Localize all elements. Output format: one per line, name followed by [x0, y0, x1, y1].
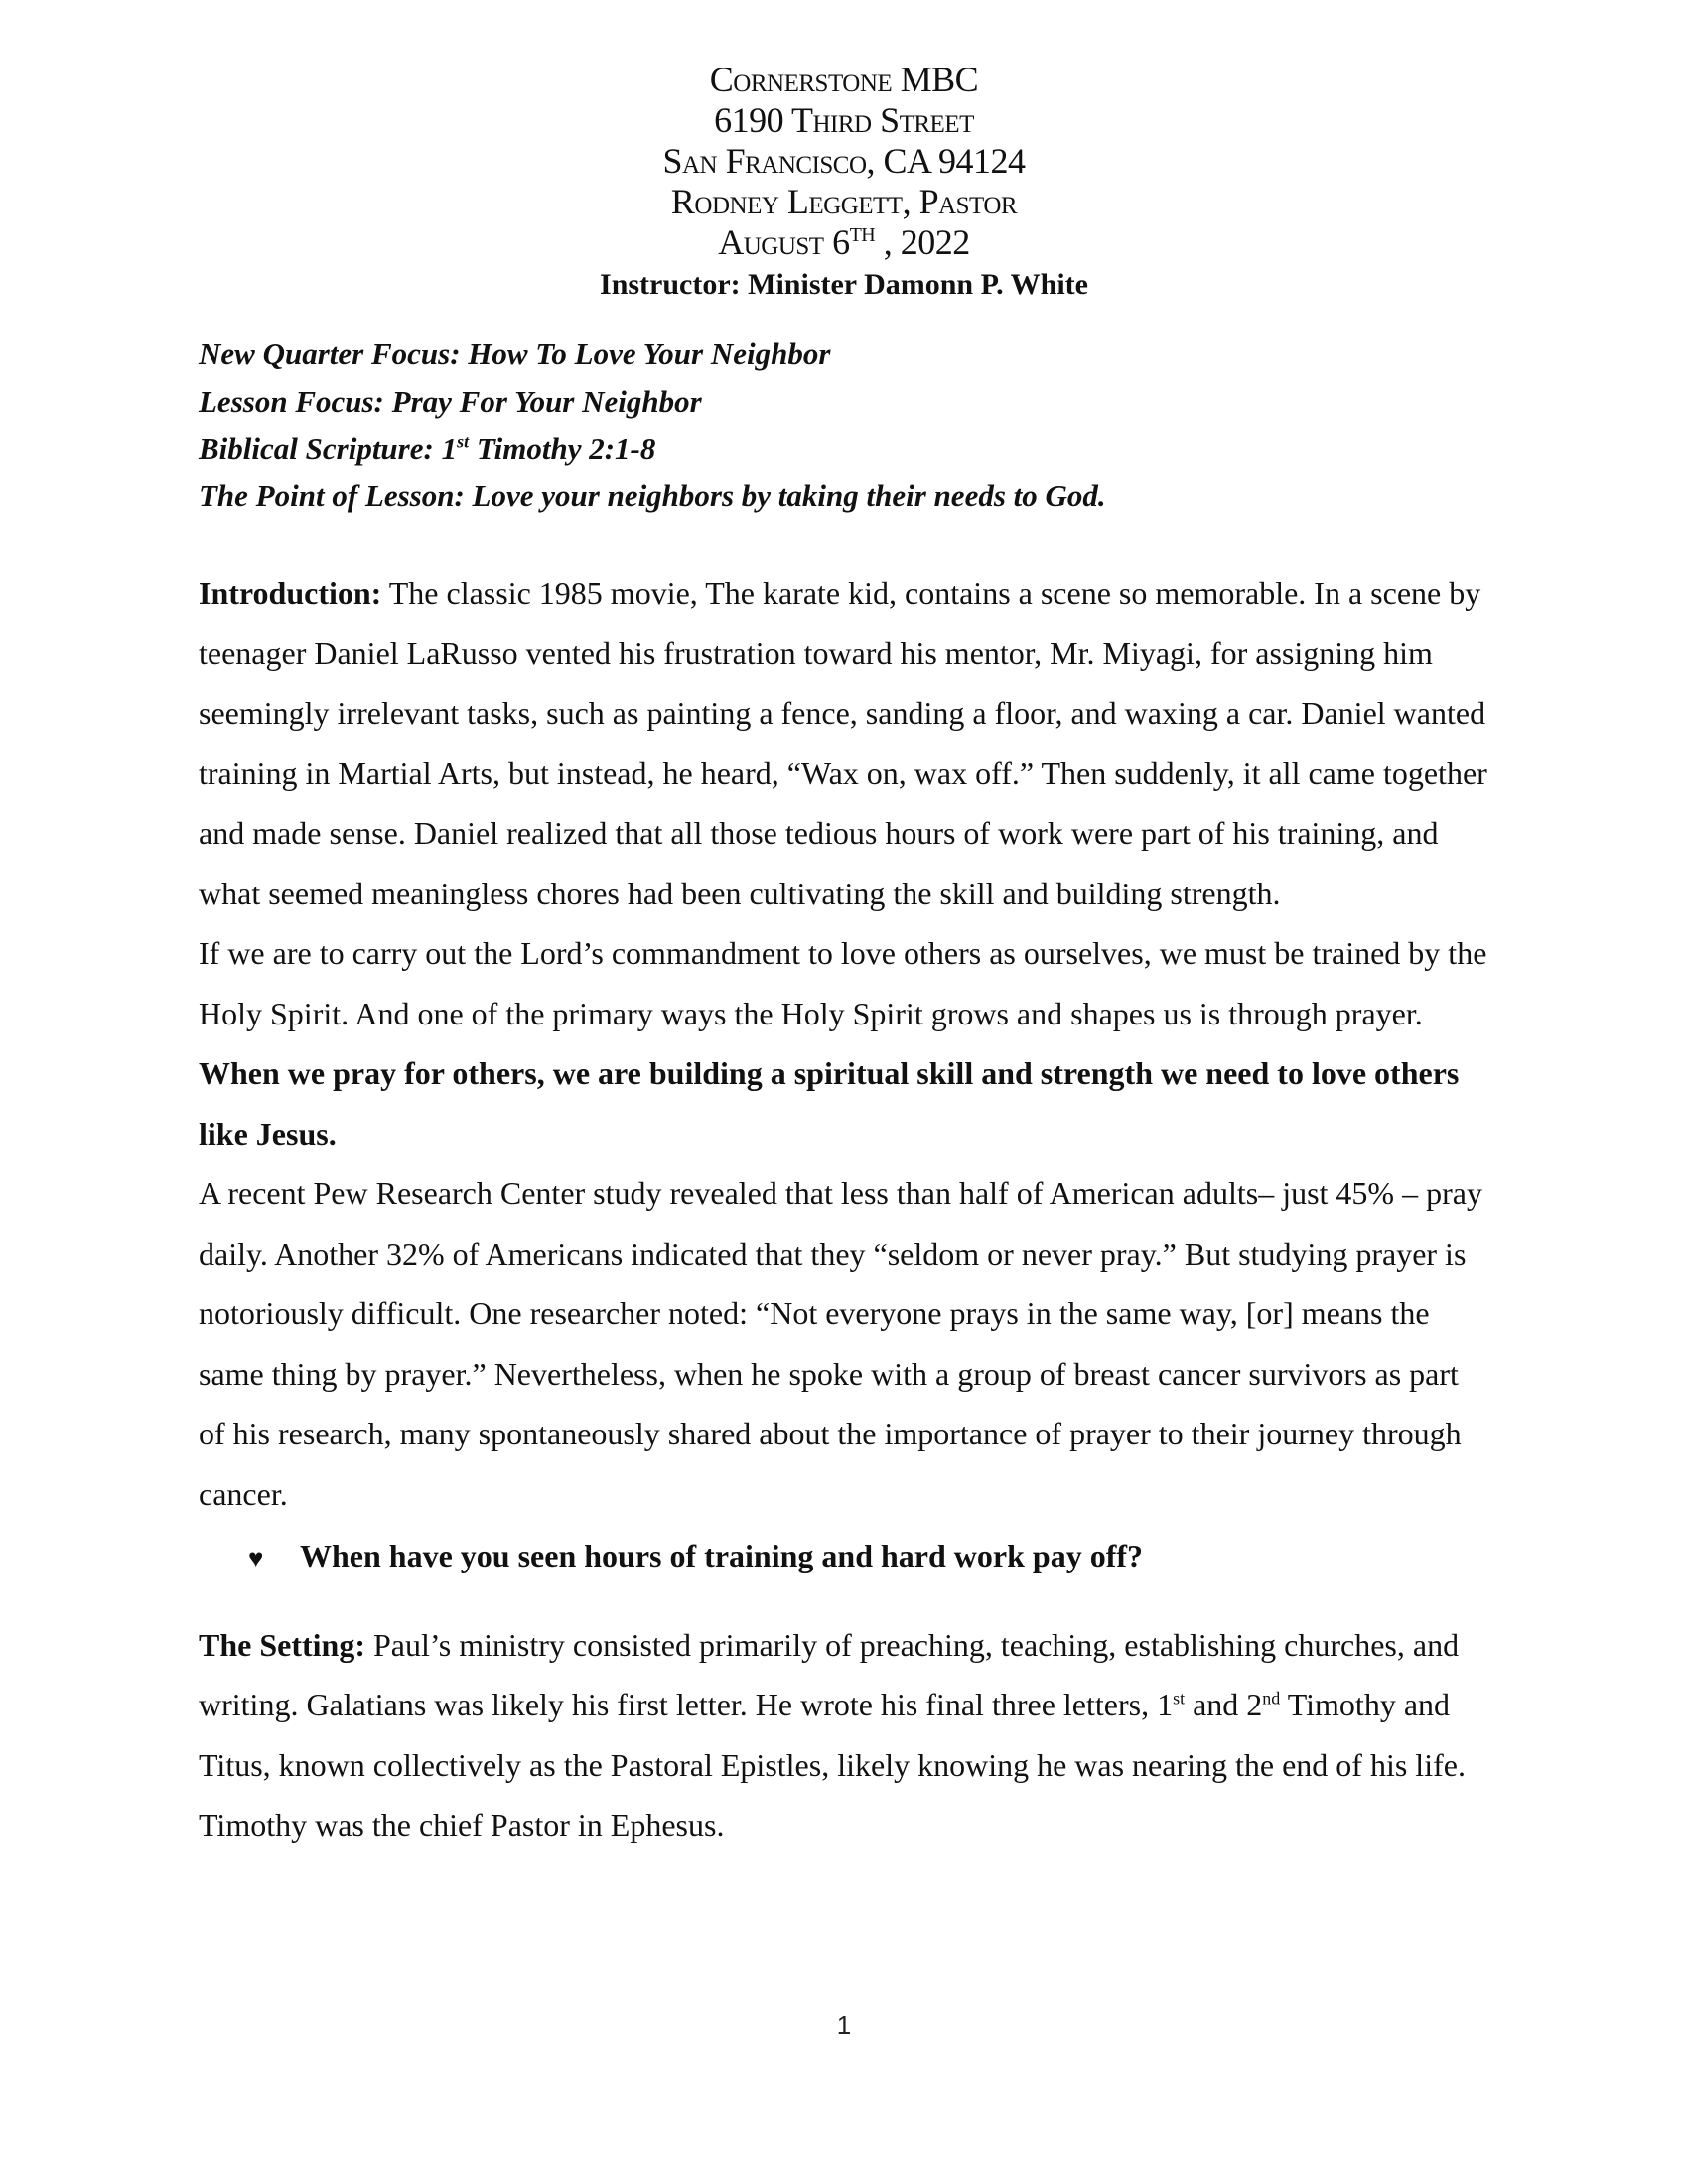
pastor-name: Rodney Leggett, Pastor: [670, 182, 1018, 221]
lesson-date: [0, 222, 1688, 263]
church-street: 6190 Third Street: [714, 100, 974, 140]
discussion-question-text: When have you seen hours of training and hard work pay off?: [300, 1538, 1143, 1573]
date-ordinal: TH: [849, 224, 876, 246]
lesson-body: [199, 563, 1489, 1855]
discussion-question: [199, 1526, 1489, 1589]
holy-spirit-text: If we are to carry out the Lord’s commandment to love others as ourselves, we must be trained by the Holy Spirit. And one of the primary ways the Holy Spirit grows and shapes us is through prayer.: [199, 935, 1487, 1031]
lesson-focus: Lesson Focus: Pray For Your Neighbor: [199, 383, 702, 419]
date-suffix: , 2022: [875, 222, 970, 262]
setting-text-2: and 2: [1185, 1687, 1263, 1722]
scripture-suffix: Timothy 2:1-8: [469, 431, 656, 466]
heart-icon: ♥: [248, 1544, 264, 1572]
setting-text-1: Paul’s ministry consisted primarily of preaching, teaching, establishing churches, and writing. Galatians was likely his first letter. He wrote his final three letters, 1: [199, 1626, 1460, 1722]
setting-text-3: Timothy and Titus, known collectively as the Pastoral Epistles, likely knowing he was nearing the end of his life. Timothy was the chief Pastor in Ephesus.: [199, 1687, 1466, 1843]
quarter-focus: New Quarter Focus: How To Love Your Neighbor: [199, 337, 831, 371]
setting-ordinal-1: st: [1173, 1688, 1186, 1708]
introduction-text: The classic 1985 movie, The karate kid, contains a scene so memorable. In a scene by teenager Daniel LaRusso vented his frustration toward his mentor, Mr. Miyagi, for assigning him seemingly irrelevant tasks, such as painting a fence, sanding a floor, and waxing a car. Daniel wanted training in Martial Arts, but instead, he heard, “Wax on, wax off.” Then suddenly, it all came together and made sense. Daniel realized that all those tedious hours of work were part of his training, and what seemed meaningless chores had been cultivating the skill and building strength.: [199, 575, 1487, 911]
lesson-focus-block: [199, 331, 1489, 519]
church-name: Cornerstone MBC: [709, 60, 979, 99]
holy-spirit-emphasis: When we pray for others, we are building a spiritual skill and strength we need to love others like Jesus.: [199, 1055, 1460, 1152]
biblical-scripture: [199, 425, 1489, 473]
church-header: [0, 60, 1688, 305]
scripture-prefix: Biblical Scripture: 1: [199, 431, 458, 466]
page-number: 1: [836, 2010, 852, 2040]
introduction-label: Introduction:: [199, 575, 382, 611]
instructor-line: Instructor: Minister Damonn P. White: [600, 268, 1088, 301]
pew-research-paragraph: A recent Pew Research Center study revealed that less than half of American adults– just 45% – pray daily. Another 32% of Americans indicated that they “seldom or never pray.” But studying prayer is notoriously difficult. One researcher noted: “Not everyone prays in the same way, [or] means the same thing by prayer.” Nevertheless, when he spoke with a group of breast cancer survivors as part of his research, many spontaneously shared about the importance of prayer to their journey through cancer.: [199, 1175, 1482, 1512]
lesson-point: The Point of Lesson: Love your neighbors by taking their needs to God.: [199, 478, 1106, 513]
setting-label: The Setting:: [199, 1626, 365, 1663]
church-city: San Francisco, CA 94124: [662, 141, 1026, 181]
setting-ordinal-2: nd: [1262, 1688, 1281, 1708]
setting-paragraph: [199, 1615, 1489, 1855]
date-prefix: August 6: [718, 222, 850, 262]
holy-spirit-paragraph: [199, 923, 1489, 1163]
introduction-paragraph: [199, 563, 1489, 923]
scripture-ordinal: st: [457, 431, 470, 452]
